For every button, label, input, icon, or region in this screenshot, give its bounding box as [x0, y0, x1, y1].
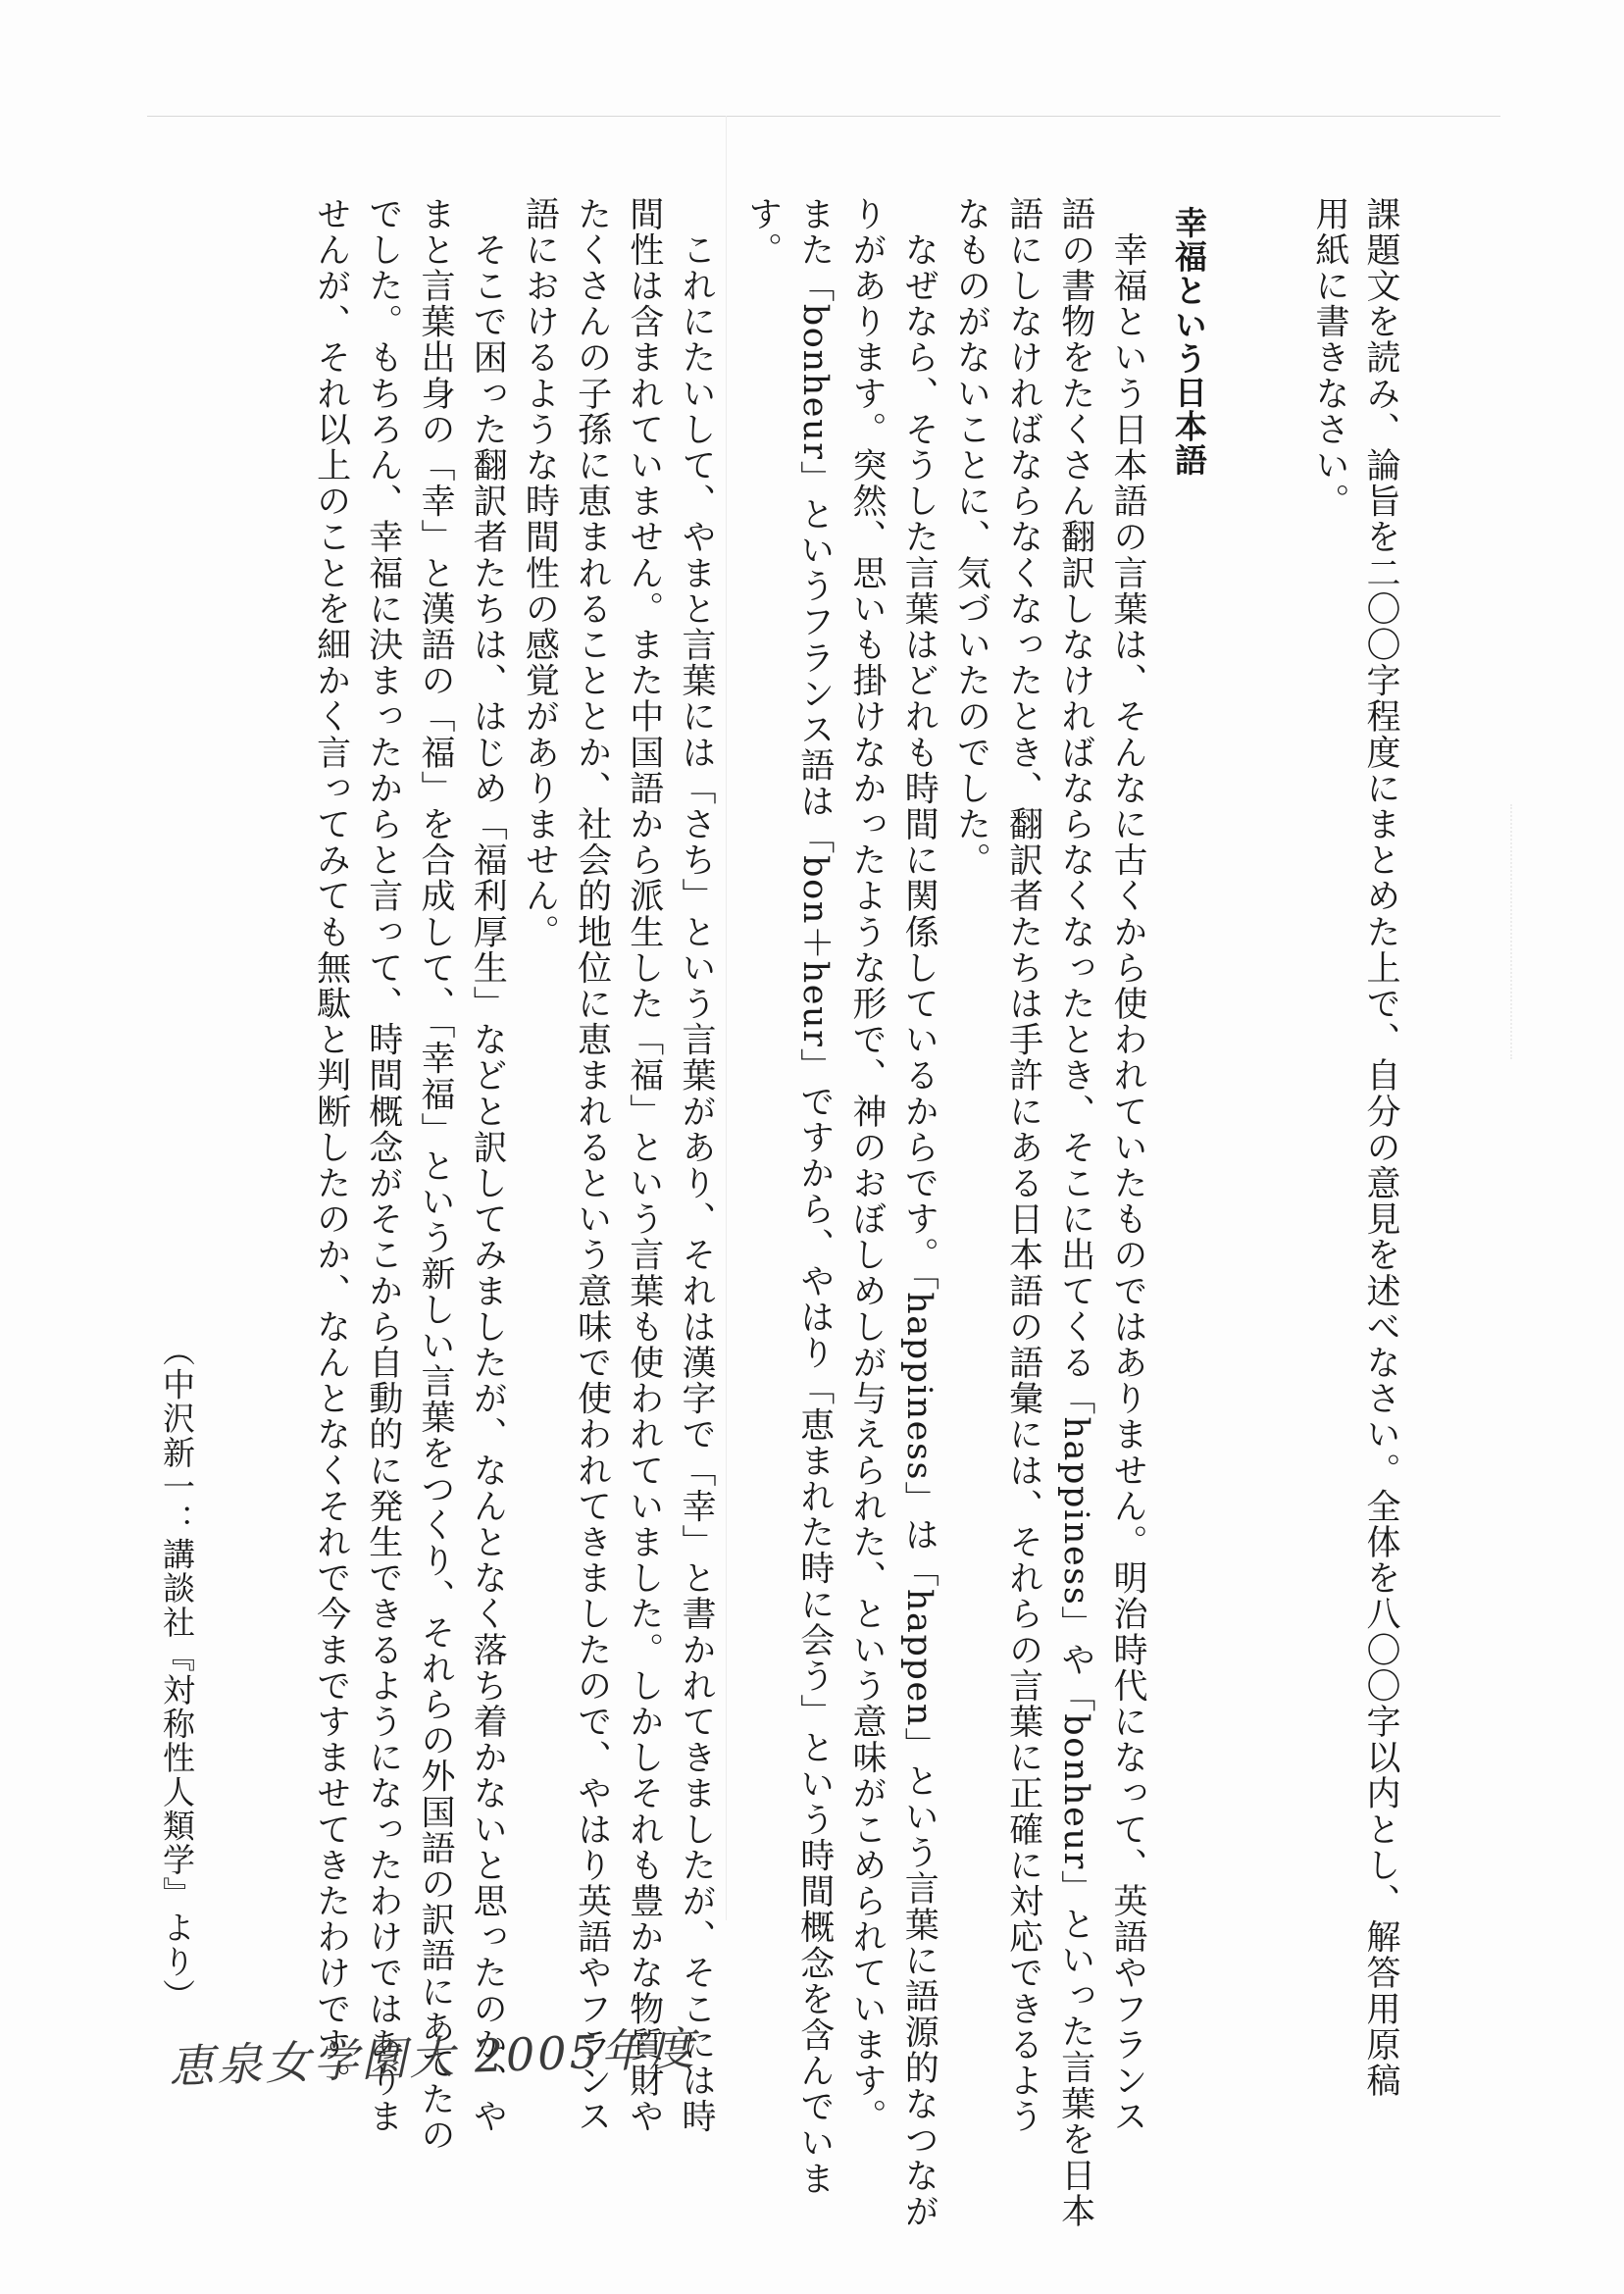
- passage-line: せんが、それ以上のことを細かく言ってみても無駄と判断したのか、なんとなくそれで今まですませてきたわけです。: [311, 196, 351, 2099]
- scan-fold-line: [726, 116, 727, 1920]
- passage-line: 語にしなければならなくなったとき、翻訳者たちは手許にある日本語の語彙には、それらの言葉に正確に対応できるよう: [1003, 196, 1043, 2135]
- passage-line: す。: [742, 196, 783, 269]
- passage-line: 語におけるような時間性の感覚がありません。: [520, 196, 560, 950]
- instruction-text: [1304, 196, 1406, 2099]
- passage-line: まと言葉出身の「幸」と漢語の「福」を合成して、「幸福」という新しい言葉をつくり、それらの外国語の訳語にあてたの: [415, 196, 455, 2154]
- instruction-line: 用紙に書きなさい。: [1310, 196, 1349, 520]
- passage-line: たくさんの子孫に恵まれることとか、社会的地位に恵まれるという意味で使われてきましたので、やはり英語やフランス: [572, 196, 612, 2135]
- passage-upper-section: [736, 196, 1153, 2230]
- passage-line: 幸福という日本語の言葉は、そんなに古くから使われていたものではありません。明治時代になって、英語やフランス: [1108, 196, 1147, 2135]
- bleed-through-mark: [1510, 804, 1581, 1059]
- passage-line: また「bonheur」というフランス語は「bon＋heur」ですから、やはり「恵まれた時に会う」という時間概念を含んでいま: [794, 196, 835, 2197]
- source-citation: （中沢新一：講談社『対称性人類学』より）: [158, 1334, 196, 2013]
- passage-line: りがあります。突然、思いも掛けなかったような形で、神のおぼしめしが与えられた、という意味がこめられています。: [846, 196, 887, 2135]
- instruction-line: 課題文を読み、論旨を二〇〇字程度にまとめた上で、自分の意見を述べなさい。全体を八〇〇字以内とし、解答用原稿: [1361, 196, 1400, 2099]
- passage-line: そこで困った翻訳者たちは、はじめ「福利厚生」などと訳してみましたが、なんとなく落ち着かないと思ったのか、や: [468, 196, 508, 2135]
- passage-line: でした。もちろん、幸福に決まったからと言って、時間概念がそこから自動的に発生できるようになったわけではありま: [363, 196, 403, 2135]
- handwritten-note: 恵泉女学園大 2005年度: [168, 2021, 698, 2094]
- passage-line: 語の書物をたくさん翻訳しなければならなくなったとき、そこに出てくる「happiness」や「bonheur」といった言葉を日本: [1055, 196, 1095, 2229]
- scan-edge-line: [147, 116, 1500, 117]
- passage-line: なぜなら、そうした言葉はどれも時間に関係しているからです。「happiness」は「happen」という言葉に語源的なつなが: [899, 196, 939, 2230]
- passage-line: なものがないことに、気づいたのでした。: [951, 196, 991, 879]
- passage-line: これにたいして、やまと言葉には「さち」という言葉があり、それは漢字で「幸」と書かれてきましたが、そこには時: [677, 196, 716, 2135]
- passage-line: 間性は含まれていません。また中国語から派生した「福」という言葉も使われていました。しかしそれも豊かな物質財や: [624, 196, 664, 2135]
- passage-title: 幸福という日本語: [1170, 206, 1208, 478]
